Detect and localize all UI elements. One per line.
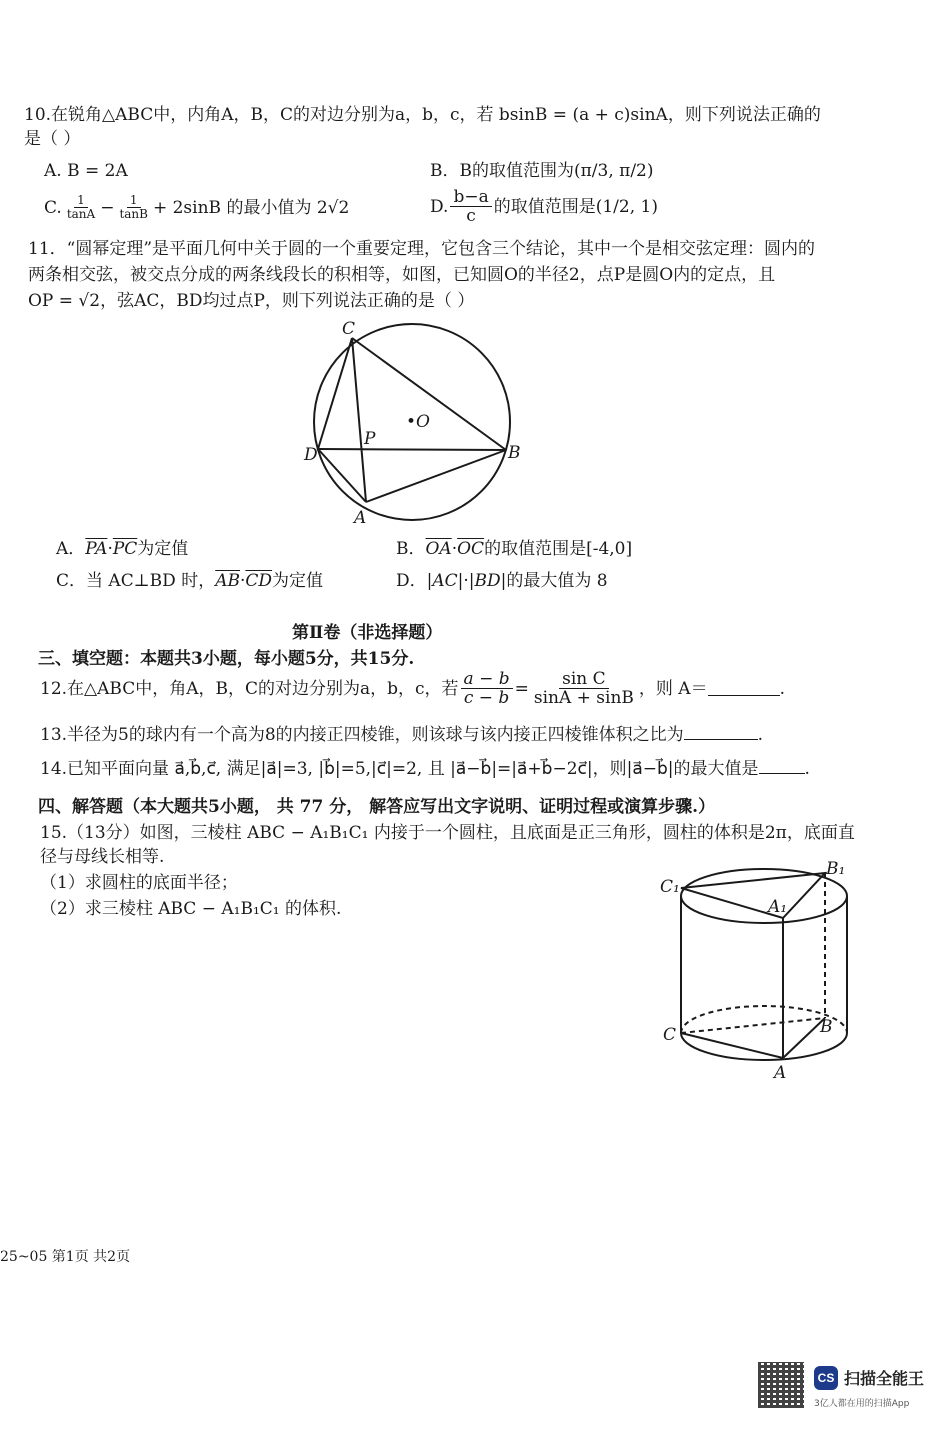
edge-a-b <box>783 1018 825 1058</box>
q11-label-o: •O <box>406 412 430 432</box>
camscanner-tagline: 3亿人都在用的扫描App <box>814 1399 910 1409</box>
q11-option-d <box>396 570 608 592</box>
camscanner-brand: 扫描全能王 <box>844 1369 925 1388</box>
q15-label-b: B <box>820 1017 833 1037</box>
q15-label-b1: B₁ <box>826 859 846 879</box>
q11-d-abs2: |BD| <box>468 571 507 591</box>
q11-line3: OP = √2，弦AC，BD均过点P，则下列说法正确的是（ ） <box>28 291 475 311</box>
q11-d-dot: · <box>463 571 469 591</box>
q10-option-b-range: (π/3, π/2) <box>574 161 654 181</box>
q12-text: 12.在△ABC中，角A，B，C的对边分别为a，b，c，若 <box>40 678 459 699</box>
q11-c-label: C．当 AC⊥BD 时， <box>56 571 216 591</box>
q12-f2-num: sin C <box>559 670 609 689</box>
q15-label-c: C <box>663 1025 677 1045</box>
q11-d-label: D． <box>396 571 427 591</box>
q12-f1-den: c − b <box>463 688 510 708</box>
q11-line2: 两条相交弦，被交点分成的两条线段长的积相等，如图，已知圆O的半径2，点P是圆O内的定点，且 <box>28 265 776 285</box>
q10-option-b-text: B．B的取值范围为 <box>430 161 574 181</box>
q11-a-label: A． <box>56 539 86 559</box>
q11-b-vec1: $\overline{OA}$ <box>425 539 452 559</box>
edge-c-a <box>681 1033 783 1058</box>
q15-part1: （1）求圆柱的底面半径； <box>40 873 238 893</box>
chord-ca <box>352 338 366 502</box>
answer-section-heading: 四、解答题（本大题共5小题， 共 77 分， 解答应写出文字说明、证明过程或演算步骤.） <box>38 797 716 817</box>
q12 <box>40 670 785 707</box>
q11-b-label: B． <box>396 539 426 559</box>
q10-c-f2-den: tanB <box>119 207 148 221</box>
q12-answer-blank[interactable] <box>708 681 780 696</box>
q11-option-a <box>56 538 188 560</box>
q11-d-text: 的最大值为 8 <box>506 571 608 591</box>
q11-label-a: A <box>354 508 367 528</box>
page-footer: 25~05 第1页 共2页 <box>0 1249 131 1265</box>
chord-ab <box>366 450 506 502</box>
q11-label-c: C <box>342 319 356 339</box>
q12-f1-num: a − b <box>461 670 513 689</box>
q11-b-vec2: $\overline{OC}$ <box>457 539 485 559</box>
q11-label-d: D <box>304 445 318 465</box>
q11-d-abs1: |AC| <box>426 571 464 591</box>
q10-c-minus: − <box>100 197 115 218</box>
q11-a-text: 为定值 <box>137 539 189 559</box>
q11-a-dot: · <box>107 539 113 559</box>
q15-line1: 15.（13分）如图，三棱柱 ABC − A₁B₁C₁ 内接于一个圆柱，且底面是正三角形，圆柱的体积是2π，底面直 <box>40 823 855 843</box>
q14 <box>40 758 810 780</box>
q10-stem-line1: 10.在锐角△ABC中，内角A，B，C的对边分别为a，b，c，若 bsinB = (a + c)sinA，则下列说法正确的 <box>24 105 821 125</box>
q13-end: . <box>757 725 764 745</box>
q11-a-vec2: $\overline{PC}$ <box>112 539 138 559</box>
q11-option-b <box>396 538 632 560</box>
chord-db <box>318 449 506 450</box>
q10-c-f1-den: tanA <box>66 207 96 221</box>
q15-label-c1: C₁ <box>660 877 680 897</box>
section2-title: 第Ⅱ卷（非选择题） <box>292 623 443 643</box>
q11-c-text: 为定值 <box>272 571 324 591</box>
q15-label-a: A <box>774 1063 787 1083</box>
q11-c-vec1: $\overline{AB}$ <box>215 571 240 591</box>
q10-stem-line2: 是（ ） <box>24 129 81 149</box>
q10-option-c-text: + 2sinB 的最小值为 2√2 <box>152 197 350 218</box>
chord-da <box>318 449 366 502</box>
q12-fraction1 <box>461 670 513 707</box>
q11-b-dot: · <box>451 539 458 559</box>
fill-in-heading: 三、填空题：本题共3小题，每小题5分，共15分. <box>38 649 415 669</box>
q10-c-f2-num: 1 <box>127 194 141 208</box>
q12-end: . <box>779 678 785 699</box>
q11-label-p: P <box>364 429 376 449</box>
q12-fraction2 <box>531 670 637 707</box>
q11-b-text: 的取值范围是[-4,0] <box>484 539 633 559</box>
q10-option-c-label: C. <box>44 197 62 218</box>
q11-c-dot: · <box>240 571 246 591</box>
q15-line2: 径与母线长相等. <box>40 847 165 867</box>
camscanner-logo: CS <box>814 1366 838 1390</box>
q11-line1: 11．“圆幂定理”是平面几何中关于圆的一个重要定理，它包含三个结论，其中一个是相交弦定理：圆内的 <box>28 239 816 259</box>
q10-c-f1-num: 1 <box>74 194 88 208</box>
q12-text2: ，则 A＝ <box>638 678 708 699</box>
q14-answer-blank[interactable] <box>759 759 805 774</box>
chord-cd <box>318 338 352 449</box>
q13-answer-blank[interactable] <box>684 725 758 740</box>
q15-label-a1: A₁ <box>768 897 788 917</box>
q10-d-den: c <box>466 206 476 226</box>
q13 <box>40 724 763 746</box>
q10-option-d-text: 的取值范围是(1/2, 1) <box>493 196 658 217</box>
top-triangle <box>681 873 825 918</box>
q14-end: . <box>804 759 810 779</box>
q11-c-vec2: $\overline{CD}$ <box>245 571 273 591</box>
qr-code-icon <box>758 1362 804 1408</box>
q15-part2: （2）求三棱柱 ABC − A₁B₁C₁ 的体积. <box>40 899 342 919</box>
q10-d-num: b−a <box>450 188 491 207</box>
q13-text: 13.半径为5的球内有一个高为8的内接正四棱锥，则该球与该内接正四棱锥体积之比为 <box>40 725 684 745</box>
q11-label-b: B <box>508 443 521 463</box>
q11-a-vec1: $\overline{PA}$ <box>85 539 108 559</box>
q12-eq: = <box>514 678 529 699</box>
q14-text: 14.已知平面向量 a⃗,b⃗,c⃗, 满足|a⃗|=3, |b⃗|=5,|c⃗|=2, 且 |a⃗−b⃗|=|a⃗+b⃗−2c⃗|，则|a⃗−b⃗|的最大值是 <box>40 759 759 779</box>
q12-f2-den: sinA + sinB <box>533 688 634 708</box>
q11-option-c <box>56 570 323 592</box>
q10-option-d-label: D. <box>430 196 449 217</box>
q10-option-a: A. B = 2A <box>44 161 128 181</box>
edge-c-b <box>681 1018 825 1033</box>
